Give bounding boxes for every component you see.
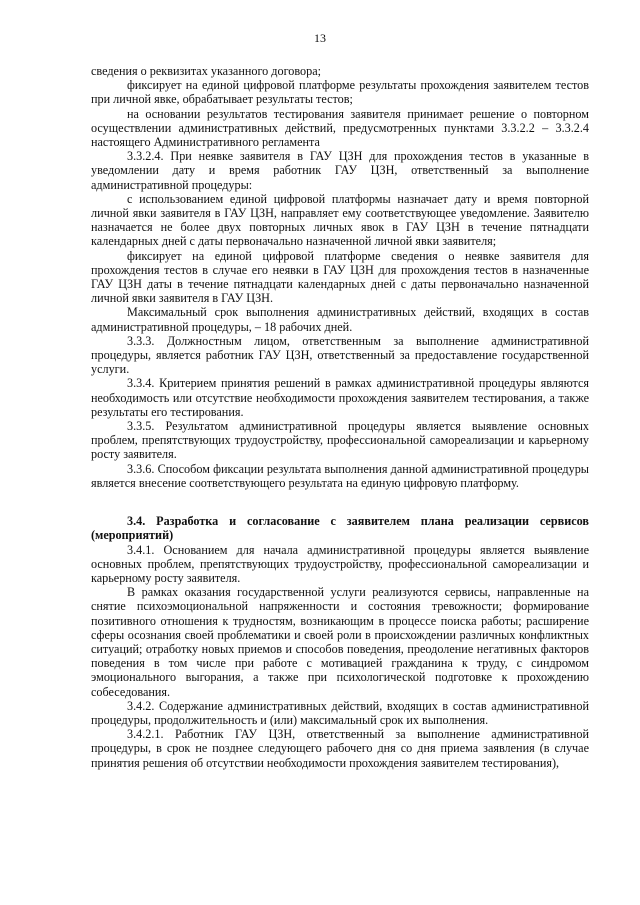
paragraph: 3.3.3. Должностным лицом, ответственным за выполнение административной процедуры, является работник ГАУ ЦЗН, ответственный за предоставление государственной услуги. [91,333,589,377]
paragraph: 3.3.6. Способом фиксации результата выполнения данной административной процедуры является внесение соответствующего результата на единую цифровую платформу. [91,461,589,490]
paragraph: фиксирует на единой цифровой платформе сведения о неявке заявителя для прохождения тестов в случае его неявки в ГАУ ЦЗН для прохождения тестов в назначенные ГАУ ЦЗН даты в течение пятнадцати календарных дней с даты первоначально назначенной личной явки заявителя в ГАУ ЦЗН. [91,248,589,306]
paragraph: сведения о реквизитах указанного договора; [91,64,322,78]
paragraph: фиксирует на единой цифровой платформе результаты прохождения заявителем тестов при личной явке, обрабатывает результаты тестов; [91,78,589,107]
paragraph: 3.4.1. Основанием для начала административной процедуры является выявление основных проблем, препятствующих трудоустройству, профессиональной самореализации и карьерному росту заявителя. [91,542,589,585]
paragraph: 3.4.2. Содержание административных действий, входящих в состав административной процедуры, продолжительность и (или) максимальный срок их выполнения. [91,698,589,727]
paragraph: В рамках оказания государственной услуги реализуются сервисы, направленные на снятие психоэмоциональной напряженности и состояния тревожности; формирование позитивного отношения к трудностям, возникающим в процессе поиска работы; расширение сферы осознания своей проблематики и своей роли в происхождении различных конфликтных ситуаций; отработку новых приемов и способов поведения, преодоление негативных факторов поведения в том числе при работе с мотивацией гражданина к труду, с синдромом эмоционального выгорания, а также при психологической подготовке к прохождению собеседования. [91,585,589,699]
page-body [91,64,589,770]
paragraph: 3.3.2.4. При неявке заявителя в ГАУ ЦЗН для прохождения тестов в указанные в уведомлении дату и время работник ГАУ ЦЗН, ответственный за выполнение административной процедуры: [91,149,589,192]
paragraph: 3.3.4. Критерием принятия решений в рамках административной процедуры являются необходимость или отсутствие необходимости прохождения заявителем тестирования, а также результаты его тестирования. [91,376,589,419]
paragraph: с использованием единой цифровой платформы назначает дату и время повторной личной явки заявителя в ГАУ ЦЗН, направляет ему соответствующее уведомление. Заявителю назначается не более двух повторных личных явок в ГАУ ЦЗН в течение пятнадцати календарных дней с даты первоначально назначенной личной явки заявителя; [91,191,589,249]
paragraph: Максимальный срок выполнения административных действий, входящих в состав административной процедуры, – 18 рабочих дней. [91,305,589,334]
paragraph: 3.3.5. Результатом административной процедуры является выявление основных проблем, препятствующих трудоустройству, профессиональной самореализации и карьерному росту заявителя. [91,419,589,462]
page-number: 13 [314,31,326,45]
paragraph: на основании результатов тестирования заявителя принимает решение о повторном осуществлении административных действий, предусмотренных пунктами 3.3.2.2 – 3.3.2.4 настоящего Административного регламента [91,106,589,150]
paragraph: 3.4.2.1. Работник ГАУ ЦЗН, ответственный за выполнение административной процедуры, в срок не позднее следующего рабочего дня со дня приема заявления (в случае принятия решения об отсутствии необходимости прохождения заявителем тестирования), [91,727,589,770]
section-heading: 3.4. Разработка и согласование с заявителем плана реализации сервисов (мероприятий) [91,514,589,543]
